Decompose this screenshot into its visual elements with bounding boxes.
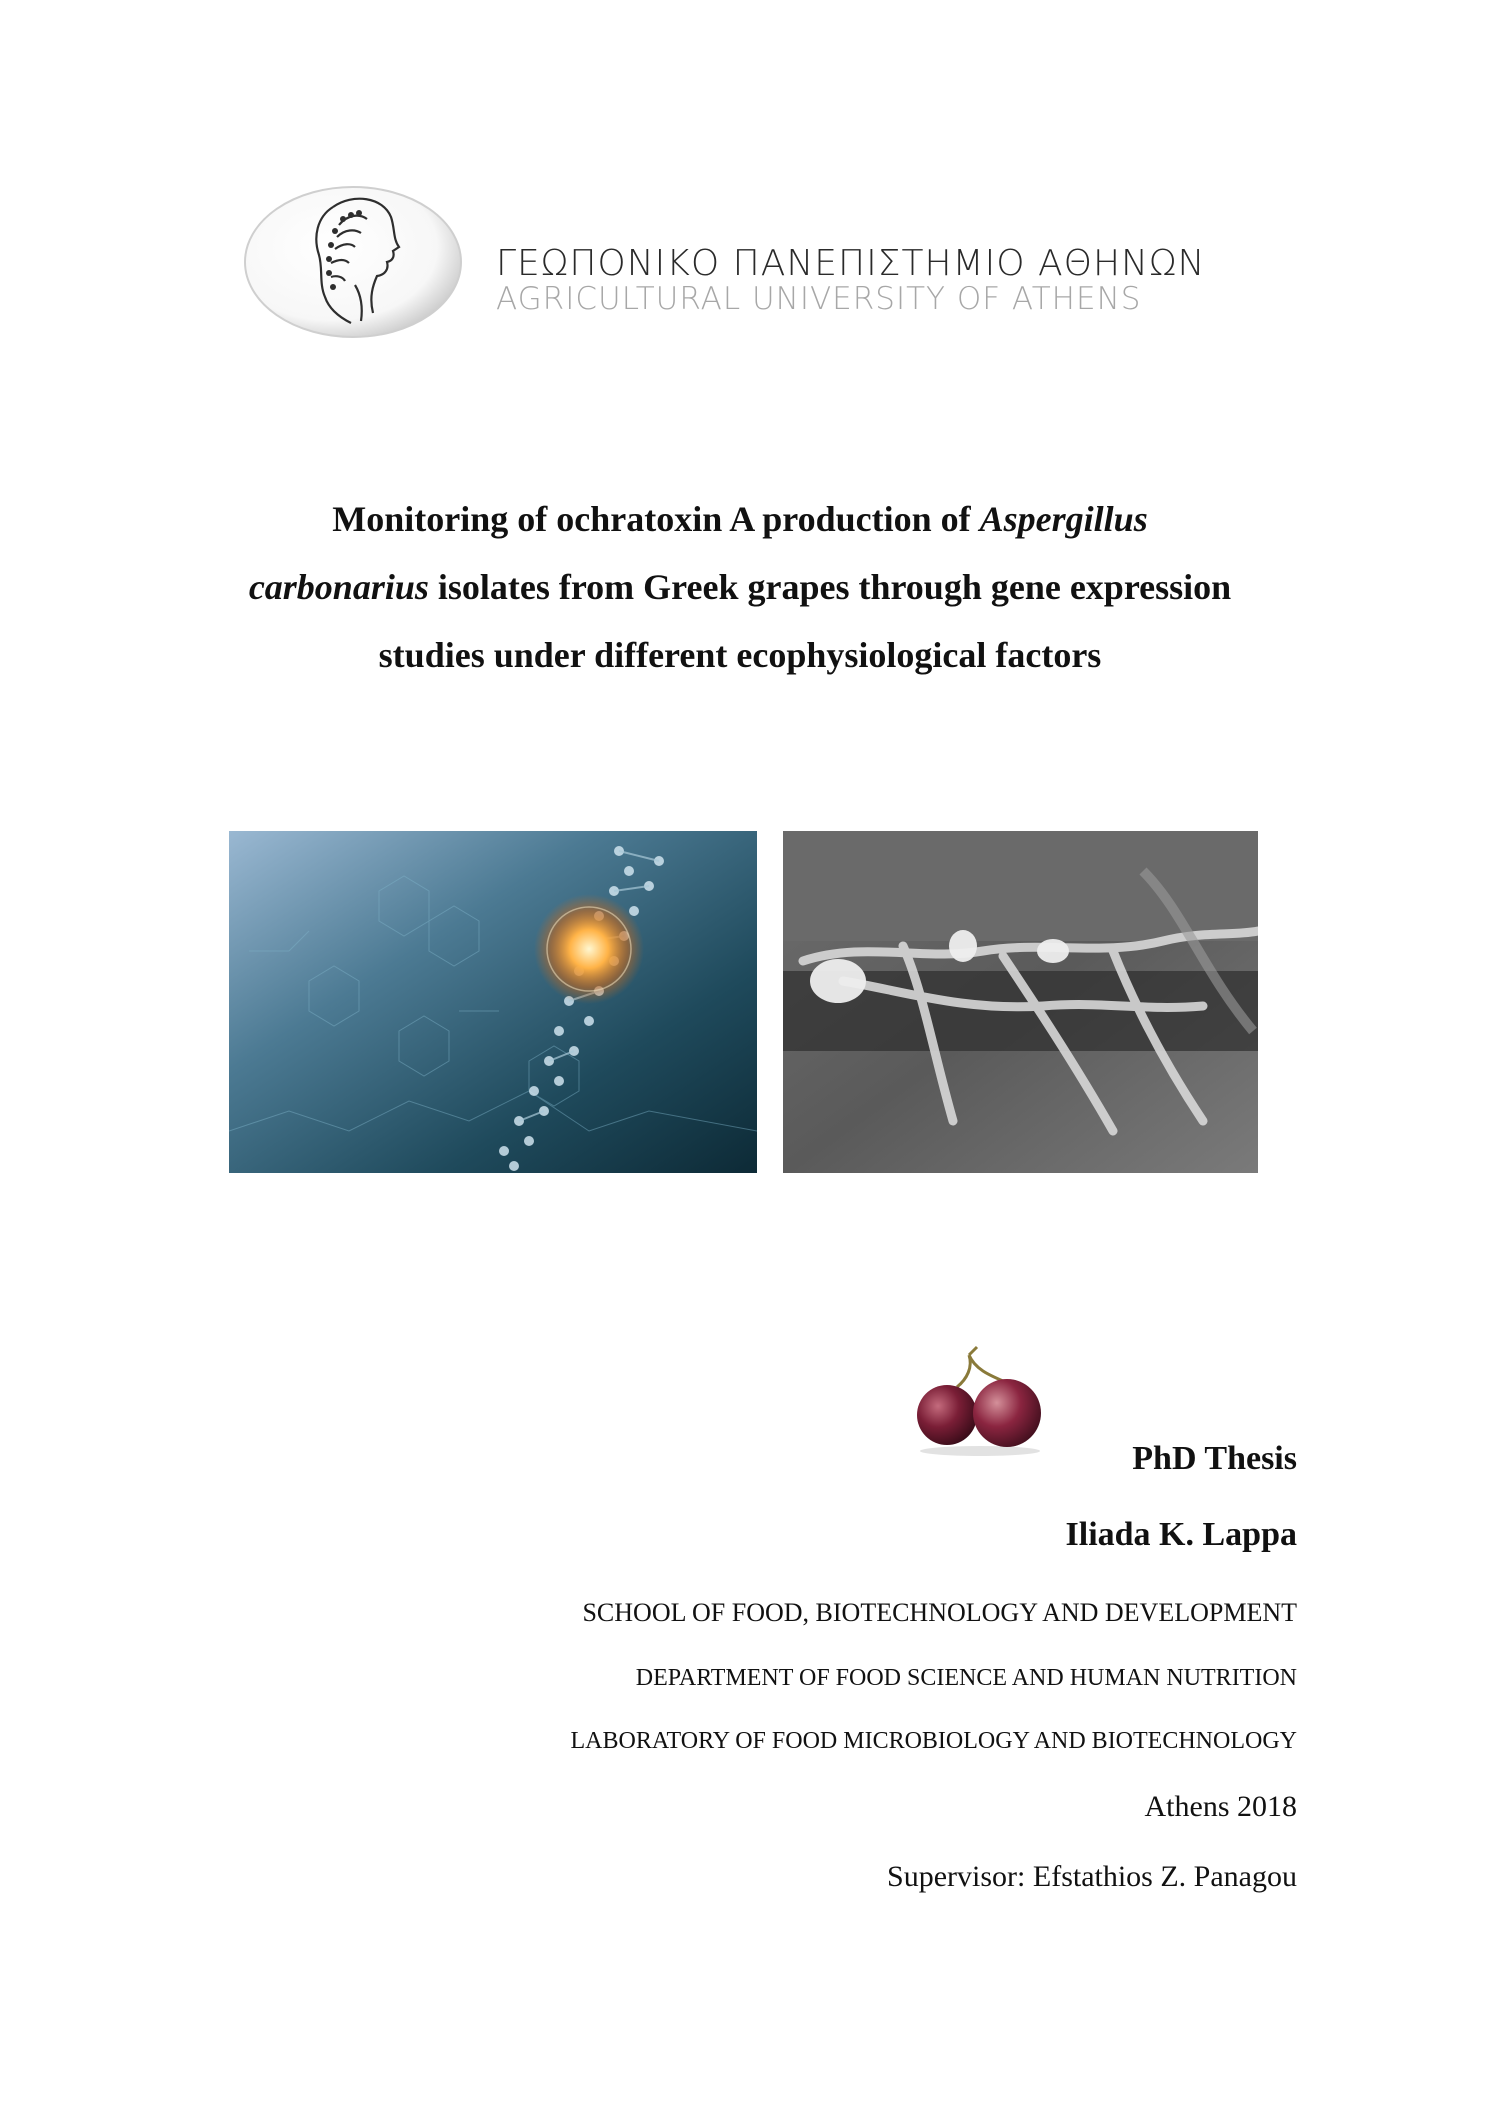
author-name: Iliada K. Lappa	[1065, 1516, 1297, 1553]
title-part-2: isolates from Greek grapes through gene expression studies under different ecophysiological factors	[378, 567, 1232, 675]
title-part-1: Monitoring of ochratoxin A production of	[332, 499, 980, 539]
dna-helix-image	[229, 831, 757, 1173]
athena-emblem-icon	[243, 185, 463, 340]
university-logo	[243, 185, 1206, 345]
title-epithet: carbonarius	[248, 567, 429, 607]
university-name-english: AGRICULTURAL UNIVERSITY OF ATHENS	[496, 281, 1142, 317]
supervisor: Supervisor: Efstathios Z. Panagou	[887, 1860, 1297, 1893]
place-year: Athens 2018	[1144, 1790, 1297, 1823]
laboratory-name: LABORATORY OF FOOD MICROBIOLOGY AND BIOTECHNOLOGY	[570, 1728, 1297, 1754]
university-name-greek: ΓΕΩΠΟΝΙΚΟ ΠΑΝΕΠΙΣΤΗΜΙΟ ΑΘΗΝΩΝ	[496, 243, 1206, 284]
degree-label: PhD Thesis	[1132, 1440, 1297, 1477]
sem-fungal-hyphae-image	[783, 831, 1258, 1173]
school-name: SCHOOL OF FOOD, BIOTECHNOLOGY AND DEVELOPMENT	[582, 1598, 1297, 1627]
red-grapes-image	[905, 1345, 1055, 1457]
thesis-title	[240, 485, 1240, 689]
department-name: DEPARTMENT OF FOOD SCIENCE AND HUMAN NUTRITION	[635, 1665, 1297, 1691]
title-genus: Aspergillus	[979, 499, 1148, 539]
